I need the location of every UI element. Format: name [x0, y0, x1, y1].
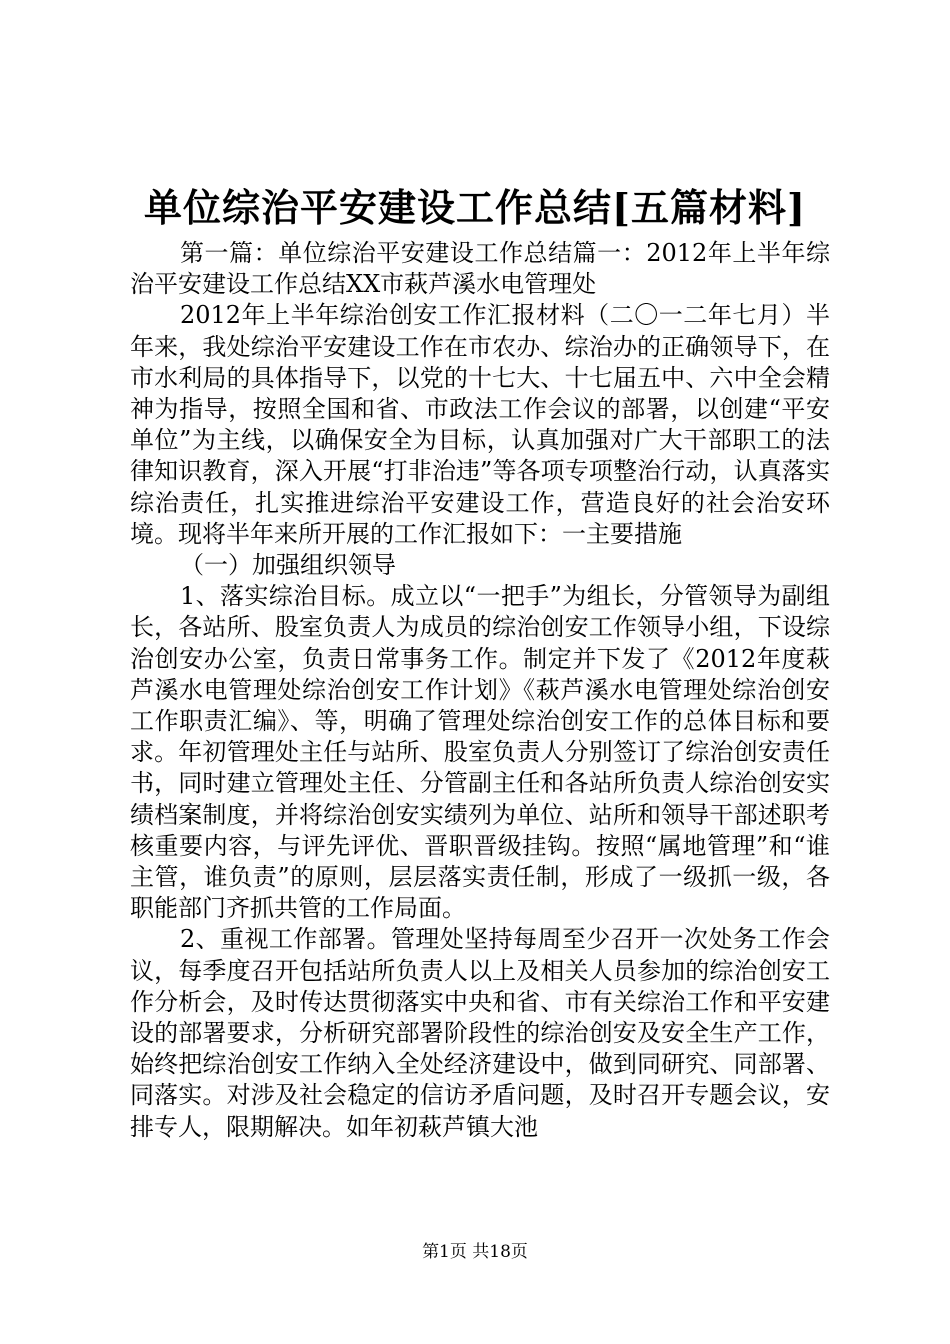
paragraph-intro: 第一篇：单位综治平安建设工作总结篇一：2012年上半年综治平安建设工作总结XX市萩芦溪水电管理处: [130, 239, 830, 299]
paragraph-report-overview: 2012年上半年综治创安工作汇报材料（二〇一二年七月）半年来，我处综治平安建设工作在市农办、综治办的正确领导下，在市水利局的具体指导下，以党的十七大、十七届五中、六中全会精神为指导，按照全国和省、市政法工作会议的部署，以创建“平安单位”为主线，以确保安全为目标，认真加强对广大干部职工的法律知识教育，深入开展“打非治违”等各项专项整治行动，认真落实综治责任，扎实推进综治平安建设工作，营造良好的社会治安环境。现将半年来所开展的工作汇报如下：一主要措施: [130, 301, 830, 548]
document-body: [130, 238, 830, 1143]
paragraph-deployment: 2、重视工作部署。管理处坚持每周至少召开一次处务工作会议，每季度召开包括站所负责人以上及相关人员参加的综治创安工作分析会，及时传达贯彻落实中央和省、市有关综治工作和平安建设的部署要求，分析研究部署阶段性的综治创安及安全生产工作，始终把综治创安工作纳入全处经济建设中，做到同研究、同部署、同落实。对涉及社会稳定的信访矛盾问题，及时召开专题会议，安排专人，限期解决。如年初萩芦镇大池: [130, 925, 830, 1141]
section-heading-organization: （一）加强组织领导: [180, 551, 396, 580]
page-number-footer: 第1页 共18页: [422, 1242, 528, 1262]
document-title: 单位综治平安建设工作总结[五篇材料]: [144, 185, 806, 230]
paragraph-targets: 1、落实综治目标。成立以“一把手”为组长，分管领导为副组长，各站所、股室负责人为成员的综治创安工作领导小组，下设综治创安办公室，负责日常事务工作。制定并下发了《2012年度萩芦溪水电管理处综治创安工作计划》《萩芦溪水电管理处综治创安工作职责汇编》、等，明确了管理处综治创安工作的总体目标和要求。年初管理处主任与站所、股室负责人分别签订了综治创安责任书，同时建立管理处主任、分管副主任和各站所负责人综治创安实绩档案制度，并将综治创安实绩列为单位、站所和领导干部述职考核重要内容，与评先评优、晋职晋级挂钩。按照“属地管理”和“谁主管，谁负责”的原则，层层落实责任制，形成了一级抓一级，各职能部门齐抓共管的工作局面。: [130, 582, 830, 923]
